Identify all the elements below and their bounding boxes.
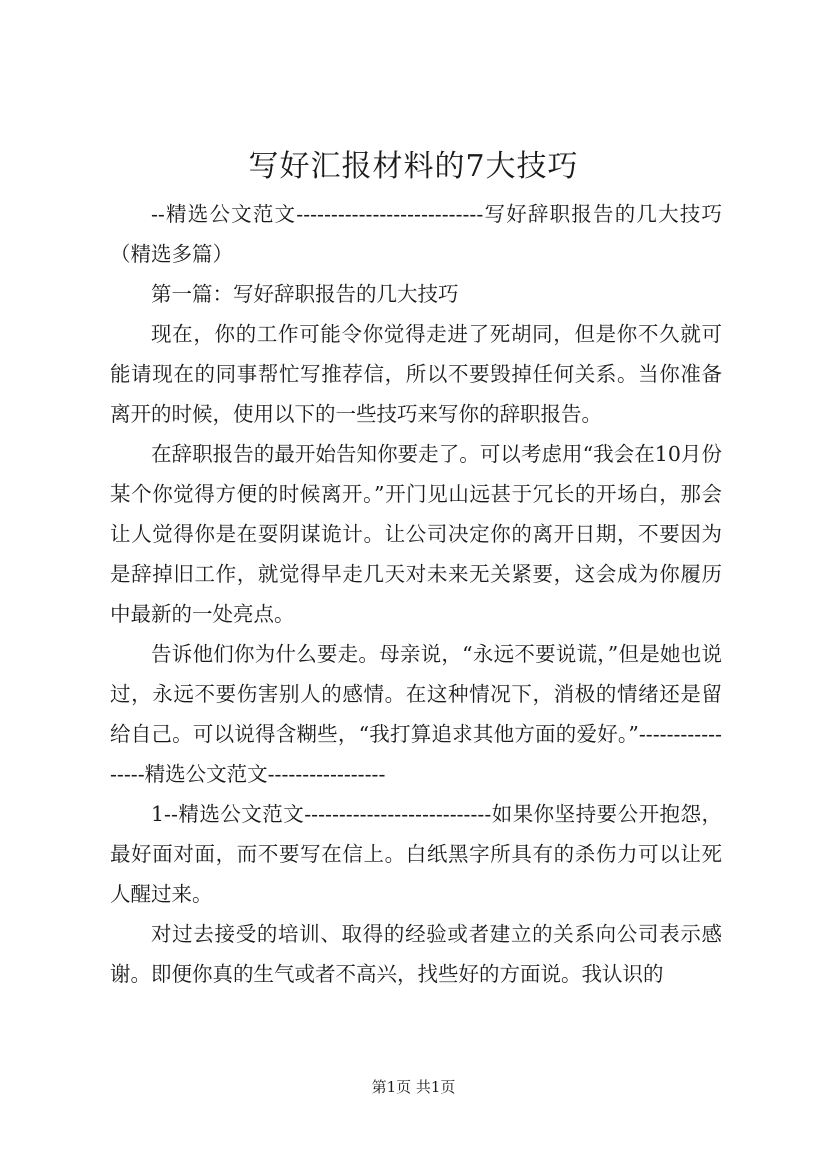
paragraph-3: 现在，你的工作可能令你觉得走进了死胡同，但是你不久就可能请现在的同事帮忙写推荐信，所以不要毁掉任何关系。当你准备离开的时候，使用以下的一些技巧来写你的辞职报告。 xyxy=(110,322,722,426)
paragraph-5: 告诉他们你为什么要走。母亲说，“永远不要说谎，”但是她也说过，永远不要伤害别人的感情。在这种情况下，消极的情绪还是留给自己。可以说得含糊些，“我打算追求其他方面的爱好。”-----------------精选公文范文----------------- xyxy=(110,642,722,786)
document-body xyxy=(110,194,722,994)
paragraph-1: --精选公文范文---------------------------写好辞职报告的几大技巧（精选多篇） xyxy=(110,202,722,266)
document-title: 写好汇报材料的7大技巧 xyxy=(248,149,579,184)
paragraph-2: 第一篇：写好辞职报告的几大技巧 xyxy=(151,282,459,306)
paragraph-4: 在辞职报告的最开始告知你要走了。可以考虑用“我会在10月份某个你觉得方便的时候离开。”开门见山远甚于冗长的开场白，那会让人觉得你是在耍阴谋诡计。让公司决定你的离开日期，不要因为是辞掉旧工作，就觉得早走几天对未来无关紧要，这会成为你履历中最新的一处亮点。 xyxy=(110,442,722,626)
page-footer: 第1页 共1页 xyxy=(371,1078,456,1096)
paragraph-6: 1--精选公文范文---------------------------如果你坚持要公开抱怨，最好面对面，而不要写在信上。白纸黑字所具有的杀伤力可以让死人醒过来。 xyxy=(110,802,722,906)
paragraph-7: 对过去接受的培训、取得的经验或者建立的关系向公司表示感谢。即便你真的生气或者不高兴，找些好的方面说。我认识的 xyxy=(110,922,722,986)
